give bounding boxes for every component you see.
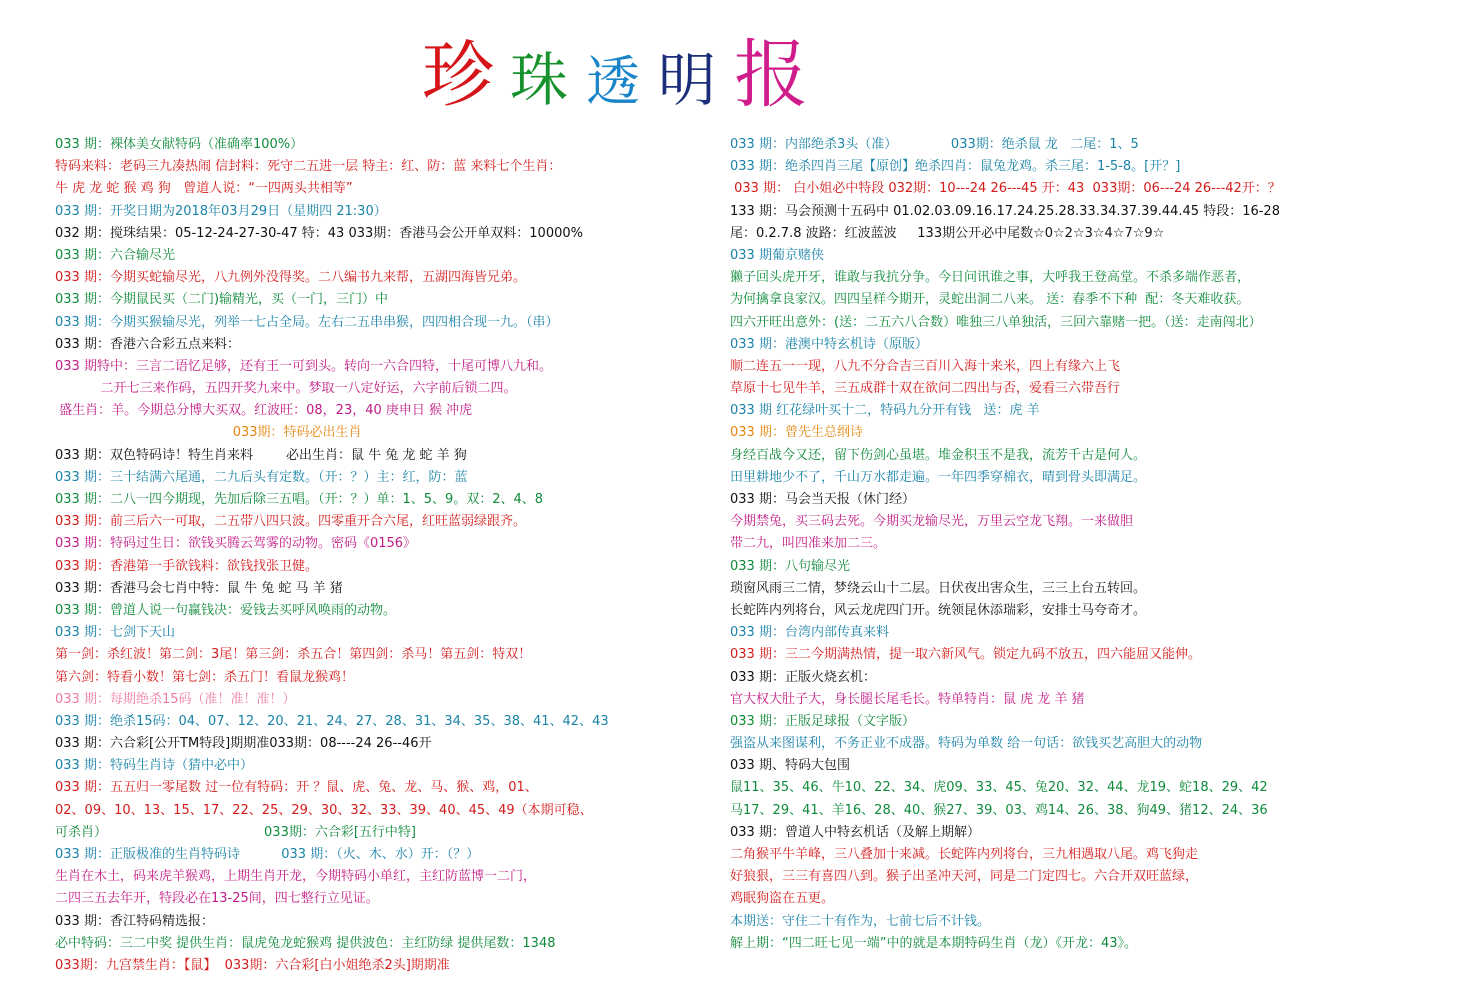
left-text-line: 033期：特码必出生肖 — [55, 425, 362, 441]
right-text-line: 马17、29、41、羊16、28、40、猴27、39、03、鸡14、26、38、狗49、猪12、24、36 — [730, 802, 1268, 818]
right-text-line: 今期禁兔，买三码去死。今期买龙输尽光，万里云空龙飞翔。一来做胆 — [730, 514, 1134, 530]
right-text-line: 033 期：曾道人中特玄机话（及解上期解） — [730, 824, 980, 840]
left-text-line: 033 期：开奖日期为2018年03月29日（星期四 21:30） — [55, 203, 387, 219]
right-text-line: 鸡眠狗盗在五更。 — [730, 891, 835, 907]
left-text-line: 033 期：裸体美女献特码（准确率100%） — [55, 137, 304, 152]
right-text-line: 033 期：正版足球报（文字版） — [730, 713, 915, 729]
title-char: 明 — [658, 46, 717, 114]
left-text-line: 二开七三来作码，五四开奖九来中。梦取一八定好运，六字前后锁二四。 — [55, 381, 517, 397]
left-text-line: 033 期：香港马会七肖中特：鼠 牛 兔 蛇 马 羊 猪 — [55, 580, 343, 596]
right-text-line: 033 期、特码大包围 — [730, 758, 850, 774]
right-text-line: 033 期：内部绝杀3头（准） 033期：绝杀鼠 龙 二尾：1、5 — [730, 137, 1139, 152]
right-text-line: 033 期：马会当天报（休门经） — [730, 492, 915, 507]
right-text-line: 033 期：绝杀四肖三尾【原创】绝杀四肖：鼠兔龙鸡。杀三尾：1-5-8。[开？] — [730, 159, 1181, 175]
right-text-line: 033 期：三二今期满热情，提一取六新风气。锁定九码不放五，四六能屈又能伸。 — [730, 647, 1201, 663]
left-text-line: 033 期特中：三言二语忆足够，还有王一可到头。转向一六合四特，十尾可博八九和。 — [55, 358, 552, 374]
right-text-line: 尾：0.2.7.8 波路：红波蓝波 133期公开必中尾数☆0☆2☆3☆4☆7☆9☆ — [730, 225, 1165, 241]
right-text-line: 解上期：“四二旺七见一端”中的就是本期特码生肖（龙）《开龙：43》。 — [730, 935, 1138, 951]
right-text-line: 133 期：马会预测十五码中 01.02.03.09.16.17.24.25.28.33.34.37.39.44.45 特段：16-28 — [730, 203, 1280, 219]
left-text-line: 生肖在木土，码来虎羊猴鸡，上期生肖开龙，今期特码小单红，主红防蓝博一二门， — [55, 869, 537, 885]
left-text-line: 033 期：六合彩[公开TM特段]期期准033期：08----24 26--46开 — [55, 736, 432, 752]
left-text-line: 033 期：香港六合彩五点来料： — [55, 336, 240, 352]
left-text-line: 第六剑：特看小数！第七剑：杀五门！看鼠龙猴鸡！ — [55, 669, 355, 685]
right-text-line: 鼠11、35、46、牛10、22、34、虎09、33、45、兔20、32、44、龙19、蛇18、29、42 — [730, 780, 1268, 796]
right-text-line: 033 期：正版火烧玄机： — [730, 669, 876, 685]
right-text-line: 好狼狠，三三有喜四八到。猴子出圣冲天河，同是二门定四七。六合开双旺蓝绿， — [730, 869, 1199, 885]
left-text-line: 033 期：正版极准的生肖特码诗 033 期：（火、木、水）开：（？） — [55, 847, 480, 862]
left-text-line: 必中特码：三二中奖 提供生肖：鼠虎兔龙蛇猴鸡 提供波色：主红防绿 提供尾数：1348 — [55, 935, 556, 951]
left-text-line: 033 期：香港第一手欲钱料：欲钱找张卫健。 — [55, 558, 318, 574]
title-char: 报 — [734, 32, 809, 118]
right-text-line: 带二九，叫四准来加二三。 — [730, 536, 887, 552]
right-text-line: 身经百战今又还，留下伤剑心虽堪。堆金积玉不是我，流芳千古是何人。 — [730, 447, 1147, 463]
right-text-line: 官大权大肚子大，身长腿长尾毛长。特单特肖：鼠 虎 龙 羊 猪 — [730, 691, 1085, 707]
right-text-line: 草原十七见牛羊，三五成群十双在欲问二四出与否，爱看三六带吾行 — [730, 381, 1121, 397]
title-char: 透 — [586, 50, 641, 113]
right-text-line: 033 期：港澳中特玄机诗（原版） — [730, 336, 928, 352]
right-text-line: 033 期 红花绿叶买十二，特码九分开有钱 送：虎 羊 — [730, 403, 1040, 419]
left-text-line: 033期：九宫禁生肖：【鼠】 033期：六合彩[白小姐绝杀2头]期期准 — [55, 957, 450, 973]
left-text-line: 033 期：特码生肖诗（猜中必中） — [55, 758, 253, 774]
left-text-line: 特码来料：老码三九凑热闹 信封料：死守二五进一层 特主：红、防：蓝 来料七个生肖： — [55, 159, 562, 175]
left-text-line: 二四三五去年开，特段必在13-25间，四七整行立见证。 — [55, 891, 379, 907]
left-text-line: 第一剑：杀红波！第二剑：3尾！第三剑：杀五合！第四剑：杀马！第五剑：特双！ — [55, 647, 532, 663]
left-text-line: 02、09、10、13、15、17、22、25、29、30、32、33、39、40、45、49（本期可稳、 — [55, 802, 593, 818]
left-text-line: 可杀肖） 033期：六合彩[五行中特] — [55, 824, 416, 840]
right-text-line: 长蛇阵内列将台，风云龙虎四门开。统领昆休添瑞彩，安排士马夸奇才。 — [730, 602, 1147, 618]
right-text-line: 033 期：八句输尽光 — [730, 558, 850, 574]
title-char: 珠 — [510, 46, 569, 114]
left-text-line: 033 期：绝杀15码：04、07、12、20、21、24、27、28、31、34、35、38、41、42、43 — [55, 713, 609, 729]
page-title — [422, 30, 808, 120]
left-text-line: 033 期：双色特码诗！特生肖来料 必出生肖：鼠 牛 兔 龙 蛇 羊 狗 — [55, 447, 467, 463]
right-text-line: 琐窗风雨三二情，梦绕云山十二层。日伏夜出害众生，三三上台五转回。 — [730, 580, 1147, 596]
right-text-line: 田里耕地少不了，千山万水都走遍。一年四季穿棉衣，晴到骨头即满足。 — [730, 469, 1147, 485]
right-text-line: 为何擒拿良家汉。四四呈样今期开，灵蛇出洞二八来。 送：春季不下种 配：冬天难收获。 — [730, 292, 1250, 308]
right-text-line: 顺二连五一一现，八九不分合吉三百川入海十来米，四上有缘六上飞 — [730, 358, 1121, 374]
left-text-line: 033 期：七剑下天山 — [55, 625, 175, 641]
left-text-line: 盛生肖：羊。今期总分博大买双。红波旺：08，23，40 庚申日 猴 冲虎 — [55, 403, 473, 419]
left-text-line: 033 期：今期买猴输尽光，列举一七占全局。左右二五串串猴，四四相合现一九。（串） — [55, 314, 559, 330]
left-column — [55, 134, 705, 977]
left-text-line: 033 期：特码过生日：欲钱买腾云驾雾的动物。密码《0156》 — [55, 536, 417, 552]
right-text-line: 033 期： 白小姐必中特段 032期：10---24 26---45 开：43 033期：06---24 26---42开：？ — [730, 181, 1281, 197]
right-text-line: 二角猴平牛羊峰，三八叠加十来减。长蛇阵内列将台，三九相遇取八尾。鸡飞狗走 — [730, 847, 1199, 862]
right-text-line: 四六开旺出意外：(送：二五六八合数）唯独三八单独活，三回六靠赌一把。（送：走南闯北） — [730, 314, 1262, 330]
left-text-line: 033 期：曾道人说一句赢钱决：爱钱去买呼风唤雨的动物。 — [55, 602, 396, 618]
left-text-line: 033 期：今期买蛇输尽光，八九例外没得奖。二八编书九来帮，五湖四海皆兄弟。 — [55, 270, 526, 286]
left-text-line: 033 期：香江特码精选报： — [55, 913, 214, 929]
left-text-line: 033 期：六合输尽光 — [55, 247, 175, 263]
right-text-line: 033 期葡京赌侠 — [730, 247, 824, 263]
right-text-line: 本期送：守住二十有作为，七前七后不计钱。 — [730, 913, 991, 929]
left-text-line: 033 期：五五归一零尾数 过一位有特码：开 ？鼠、虎、兔、龙、马、猴、鸡，01、 — [55, 780, 538, 796]
right-text-line: 獭子回头虎开牙，谁敢与我抗分争。今日问讯谁之事，大呼我王登高堂。不杀多端作恶者， — [730, 270, 1251, 286]
right-text-line: 033 期：台湾内部传真来料 — [730, 625, 889, 641]
left-text-line: 033 期：二八一四今期现，先加后除三五唱。（开：？）单：1、5、9。双：2、4、8 — [55, 492, 544, 507]
right-column — [730, 134, 1430, 955]
right-text-line: 033 期：曾先生总纲诗 — [730, 425, 863, 441]
left-text-line: 032 期：搅珠结果：05-12-24-27-30-47 特：43 033期：香港马会公开单双料：10000% — [55, 225, 583, 241]
left-text-line: 033 期：今期鼠民买（二门)输精光，买（一门，三门）中 — [55, 292, 389, 308]
left-text-line: 033 期：每期绝杀15码（准！准！准！） — [55, 691, 296, 707]
left-text-line: 033 期：前三后六一可取，二五带八四只波。四零重开合六尾，红旺蓝弱绿跟齐。 — [55, 514, 526, 530]
right-text-line: 强盗从来图谋利，不务正业不成器。特码为单数 给一句话：欲钱买艺高胆大的动物 — [730, 736, 1203, 752]
left-text-line: 牛 虎 龙 蛇 猴 鸡 狗 曾道人说：“一四两头共相等” — [55, 181, 353, 197]
title-char: 珍 — [422, 33, 495, 117]
left-text-line: 033 期：三十结满六尾通，二九后头有定数。（开：？）主：红，防：蓝 — [55, 469, 468, 485]
